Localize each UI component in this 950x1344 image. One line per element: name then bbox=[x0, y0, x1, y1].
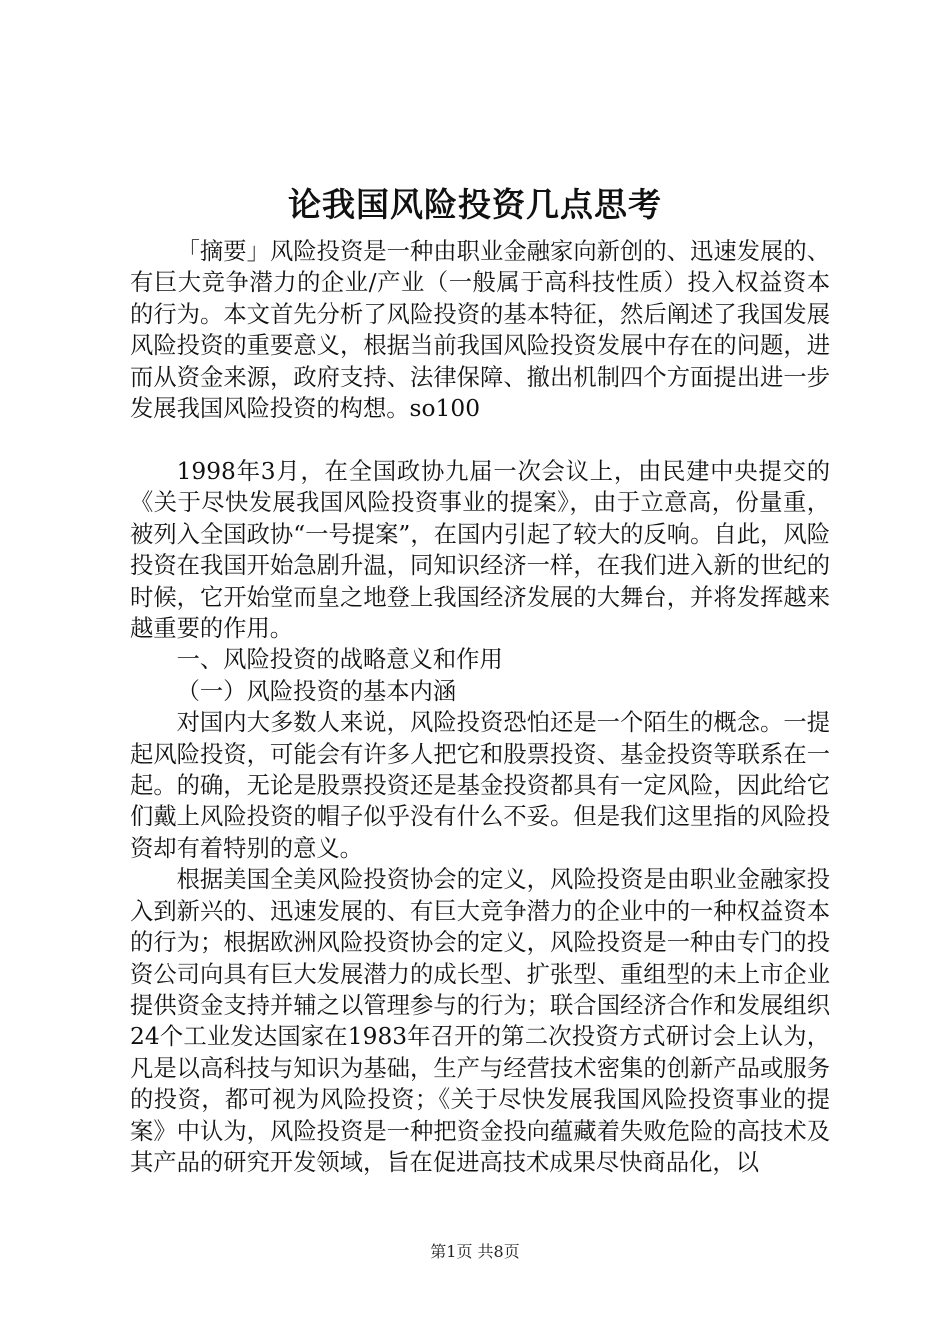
body-paragraph: 对国内大多数人来说，风险投资恐怕还是一个陌生的概念。一提起风险投资，可能会有许多人把它和股票投资、基金投资等联系在一起。的确，无论是股票投资还是基金投资都具有一定风险，因此给它们戴上风险投资的帽子似乎没有什么不妥。但是我们这里指的风险投资却有着特别的意义。 bbox=[130, 709, 830, 862]
abstract-block bbox=[130, 236, 830, 424]
abstract-paragraph: 「摘要」风险投资是一种由职业金融家向新创的、迅速发展的、有巨大竞争潜力的企业/产业（一般属于高科技性质）投入权益资本的行为。本文首先分析了风险投资的基本特征，然后阐述了我国发展风险投资的重要意义，根据当前我国风险投资发展中存在的问题，进而从资金来源，政府支持、法律保障、撤出机制四个方面提出进一步发展我国风险投资的构想。so100 bbox=[130, 238, 830, 423]
main-body bbox=[130, 456, 830, 1178]
body-paragraph: 1998年3月，在全国政协九届一次会议上，由民建中央提交的《关于尽快发展我国风险投资事业的提案》，由于立意高，份量重，被列入全国政协“一号提案”，在国内引起了较大的反响。自此，风险投资在我国开始急剧升温，同知识经济一样，在我们进入新的世纪的时候，它开始堂而皇之地登上我国经济发展的大舞台，并将发挥越来越重要的作用。 bbox=[130, 458, 830, 643]
page-footer: 第1页 共8页 bbox=[430, 1242, 520, 1261]
section-heading: 一、风险投资的战略意义和作用 bbox=[176, 646, 503, 674]
document-title: 论我国风险投资几点思考 bbox=[288, 185, 662, 224]
body-paragraph: 根据美国全美风险投资协会的定义，风险投资是由职业金融家投入到新兴的、迅速发展的、有巨大竞争潜力的企业中的一种权益资本的行为；根据欧洲风险投资协会的定义，风险投资是一种由专门的投资公司向具有巨大发展潜力的成长型、扩张型、重组型的未上市企业提供资金支持并辅之以管理参与的行为；联合国经济合作和发展组织24个工业发达国家在1983年召开的第二次投资方式研讨会上认为，凡是以高科技与知识为基础，生产与经营技术密集的创新产品或服务的投资，都可视为风险投资；《关于尽快发展我国风险投资事业的提案》中认为，风险投资是一种把资金投向蕴藏着失败危险的高技术及其产品的研究开发领域，旨在促进高技术成果尽快商品化，以 bbox=[130, 866, 830, 1176]
subsection-heading: （一）风险投资的基本内涵 bbox=[176, 677, 457, 705]
